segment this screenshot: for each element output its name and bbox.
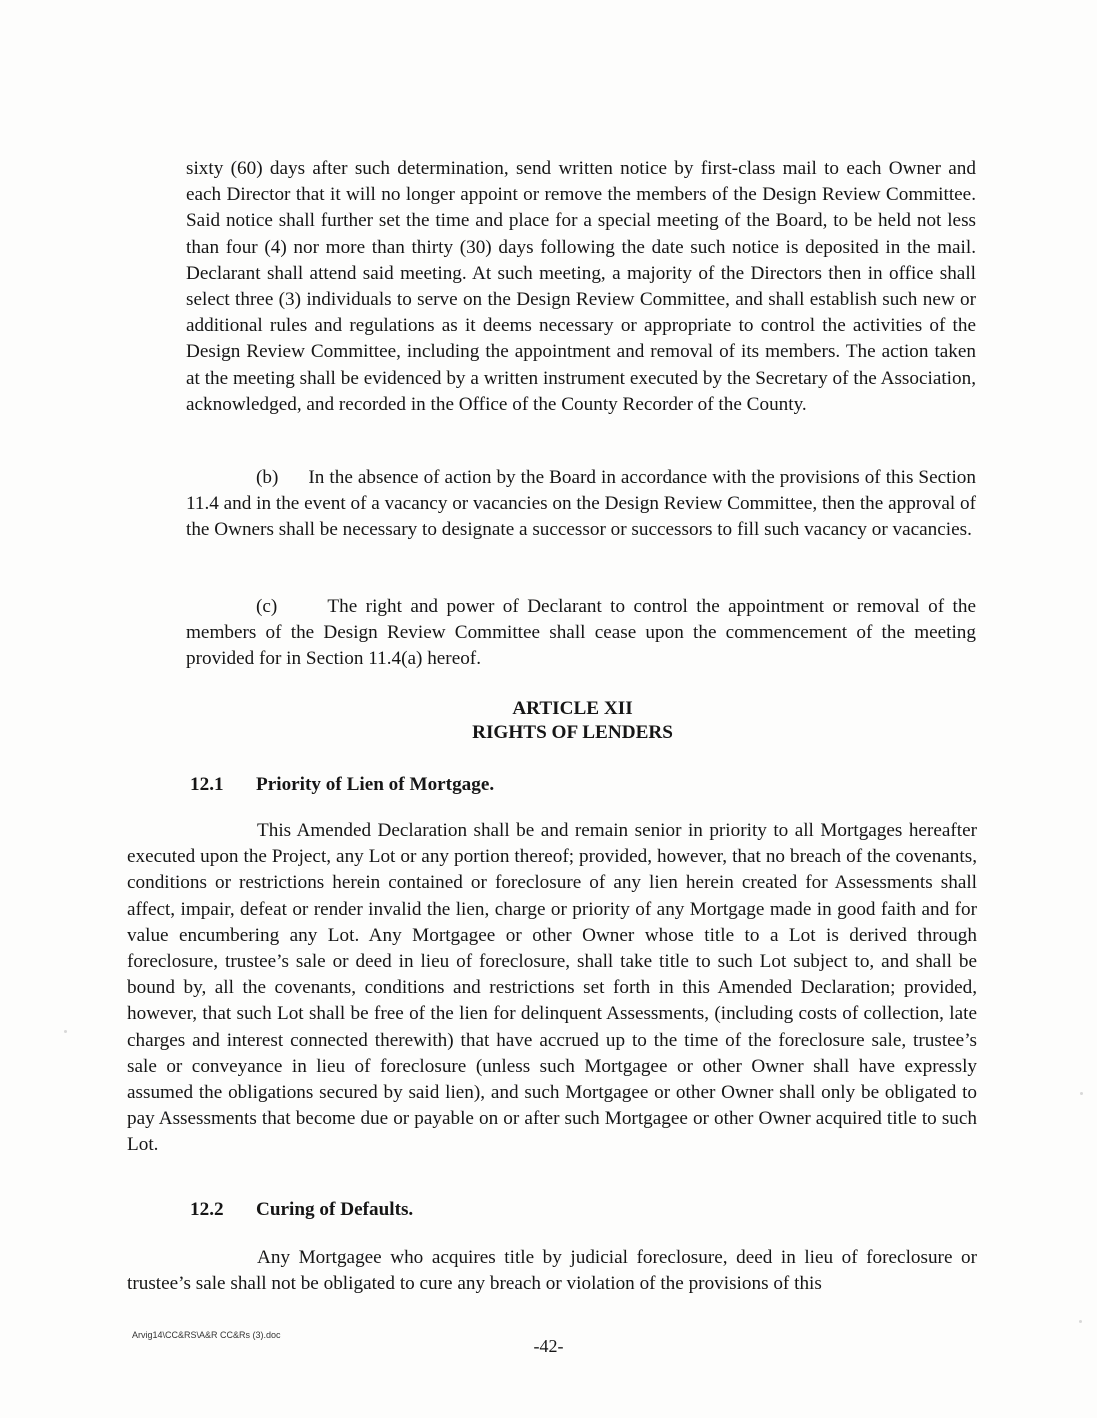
section-heading-12-2 <box>190 1197 413 1223</box>
paragraph-continuation: sixty (60) days after such determination, send written notice by first-class mail to each Owner and each Director that it will no longer appoint or remove the members of the Design Review Committee. Said notice shall further set the time and place for a special meeting of the Board, to be held not less than four (4) nor more than thirty (30) days following the date such notice is deposited in the mail. Declarant shall attend said meeting. At such meeting, a majority of the Directors then in office shall select three (3) individuals to serve on the Design Review Committee, and shall establish such new or additional rules and regulations as it deems necessary or appropriate to control the activities of the Design Review Committee, including the appointment and removal of its members. The action taken at the meeting shall be evidenced by a written instrument executed by the Secretary of the Association, acknowledged, and recorded in the Office of the County Recorder of the County. <box>186 158 976 415</box>
paragraph-12-1: This Amended Declaration shall be and remain senior in priority to all Mortgages hereafter executed upon the Project, any Lot or any portion thereof; provided, however, that no breach of the covenants, conditions or restrictions herein contained or foreclosure of any lien herein created for Assessments shall affect, impair, defeat or render invalid the lien, charge or priority of any Mortgage made in good faith and for value encumbering any Lot. Any Mortgagee or other Owner whose title to a Lot is derived through foreclosure, trustee’s sale or deed in lieu of foreclosure, shall take title to such Lot subject to, and shall be bound by, all the covenants, conditions and restrictions set forth in this Amended Declaration; provided, however, that such Lot shall be free of the lien for delinquent Assessments, (including costs of collection, late charges and interest connected therewith) that have accrued up to the time of the foreclosure sale, trustee’s sale or conveyance in lieu of foreclosure (unless such Mortgagee or other Owner shall have expressly assumed the obligations secured by said lien), and such Mortgagee or other Owner shall only be obligated to pay Assessments that become due or payable on or after such Mortgagee or other Owner acquired title to such Lot. <box>127 820 977 1156</box>
scan-speck <box>1080 1092 1083 1095</box>
article-number: ARTICLE XII <box>512 698 633 719</box>
section-title: Curing of Defaults. <box>256 1199 414 1220</box>
paragraph-c: (c) The right and power of Declarant to control the appointment or removal of the members of the Design Review Committee shall cease upon the commencement of the meeting provided for in Section 11.4(a) hereof. <box>186 596 981 670</box>
article-title: RIGHTS OF LENDERS <box>472 722 673 743</box>
section-heading-12-1 <box>190 772 494 798</box>
scan-speck <box>1079 1320 1082 1323</box>
section-number: 12.2 <box>190 1199 224 1220</box>
paragraph-12-2: Any Mortgagee who acquires title by judicial foreclosure, deed in lieu of foreclosure or trustee’s sale shall not be obligated to cure any breach or violation of the provisions of this <box>127 1247 977 1295</box>
section-title: Priority of Lien of Mortgage. <box>256 774 495 795</box>
page-number: -42- <box>533 1336 564 1356</box>
paragraph-b: (b) In the absence of action by the Board in accordance with the provisions of this Section 11.4 and in the event of a vacancy or vacancies on the Design Review Committee, then the approval of the Owners shall be necessary to designate a successor or successors to fill such vacancy or vacancies. <box>186 467 981 541</box>
footer-file-path: Arvig14\CC&RS\A&R CC&Rs (3).doc <box>132 1330 281 1340</box>
scan-speck <box>64 1030 67 1033</box>
section-number: 12.1 <box>190 774 224 795</box>
